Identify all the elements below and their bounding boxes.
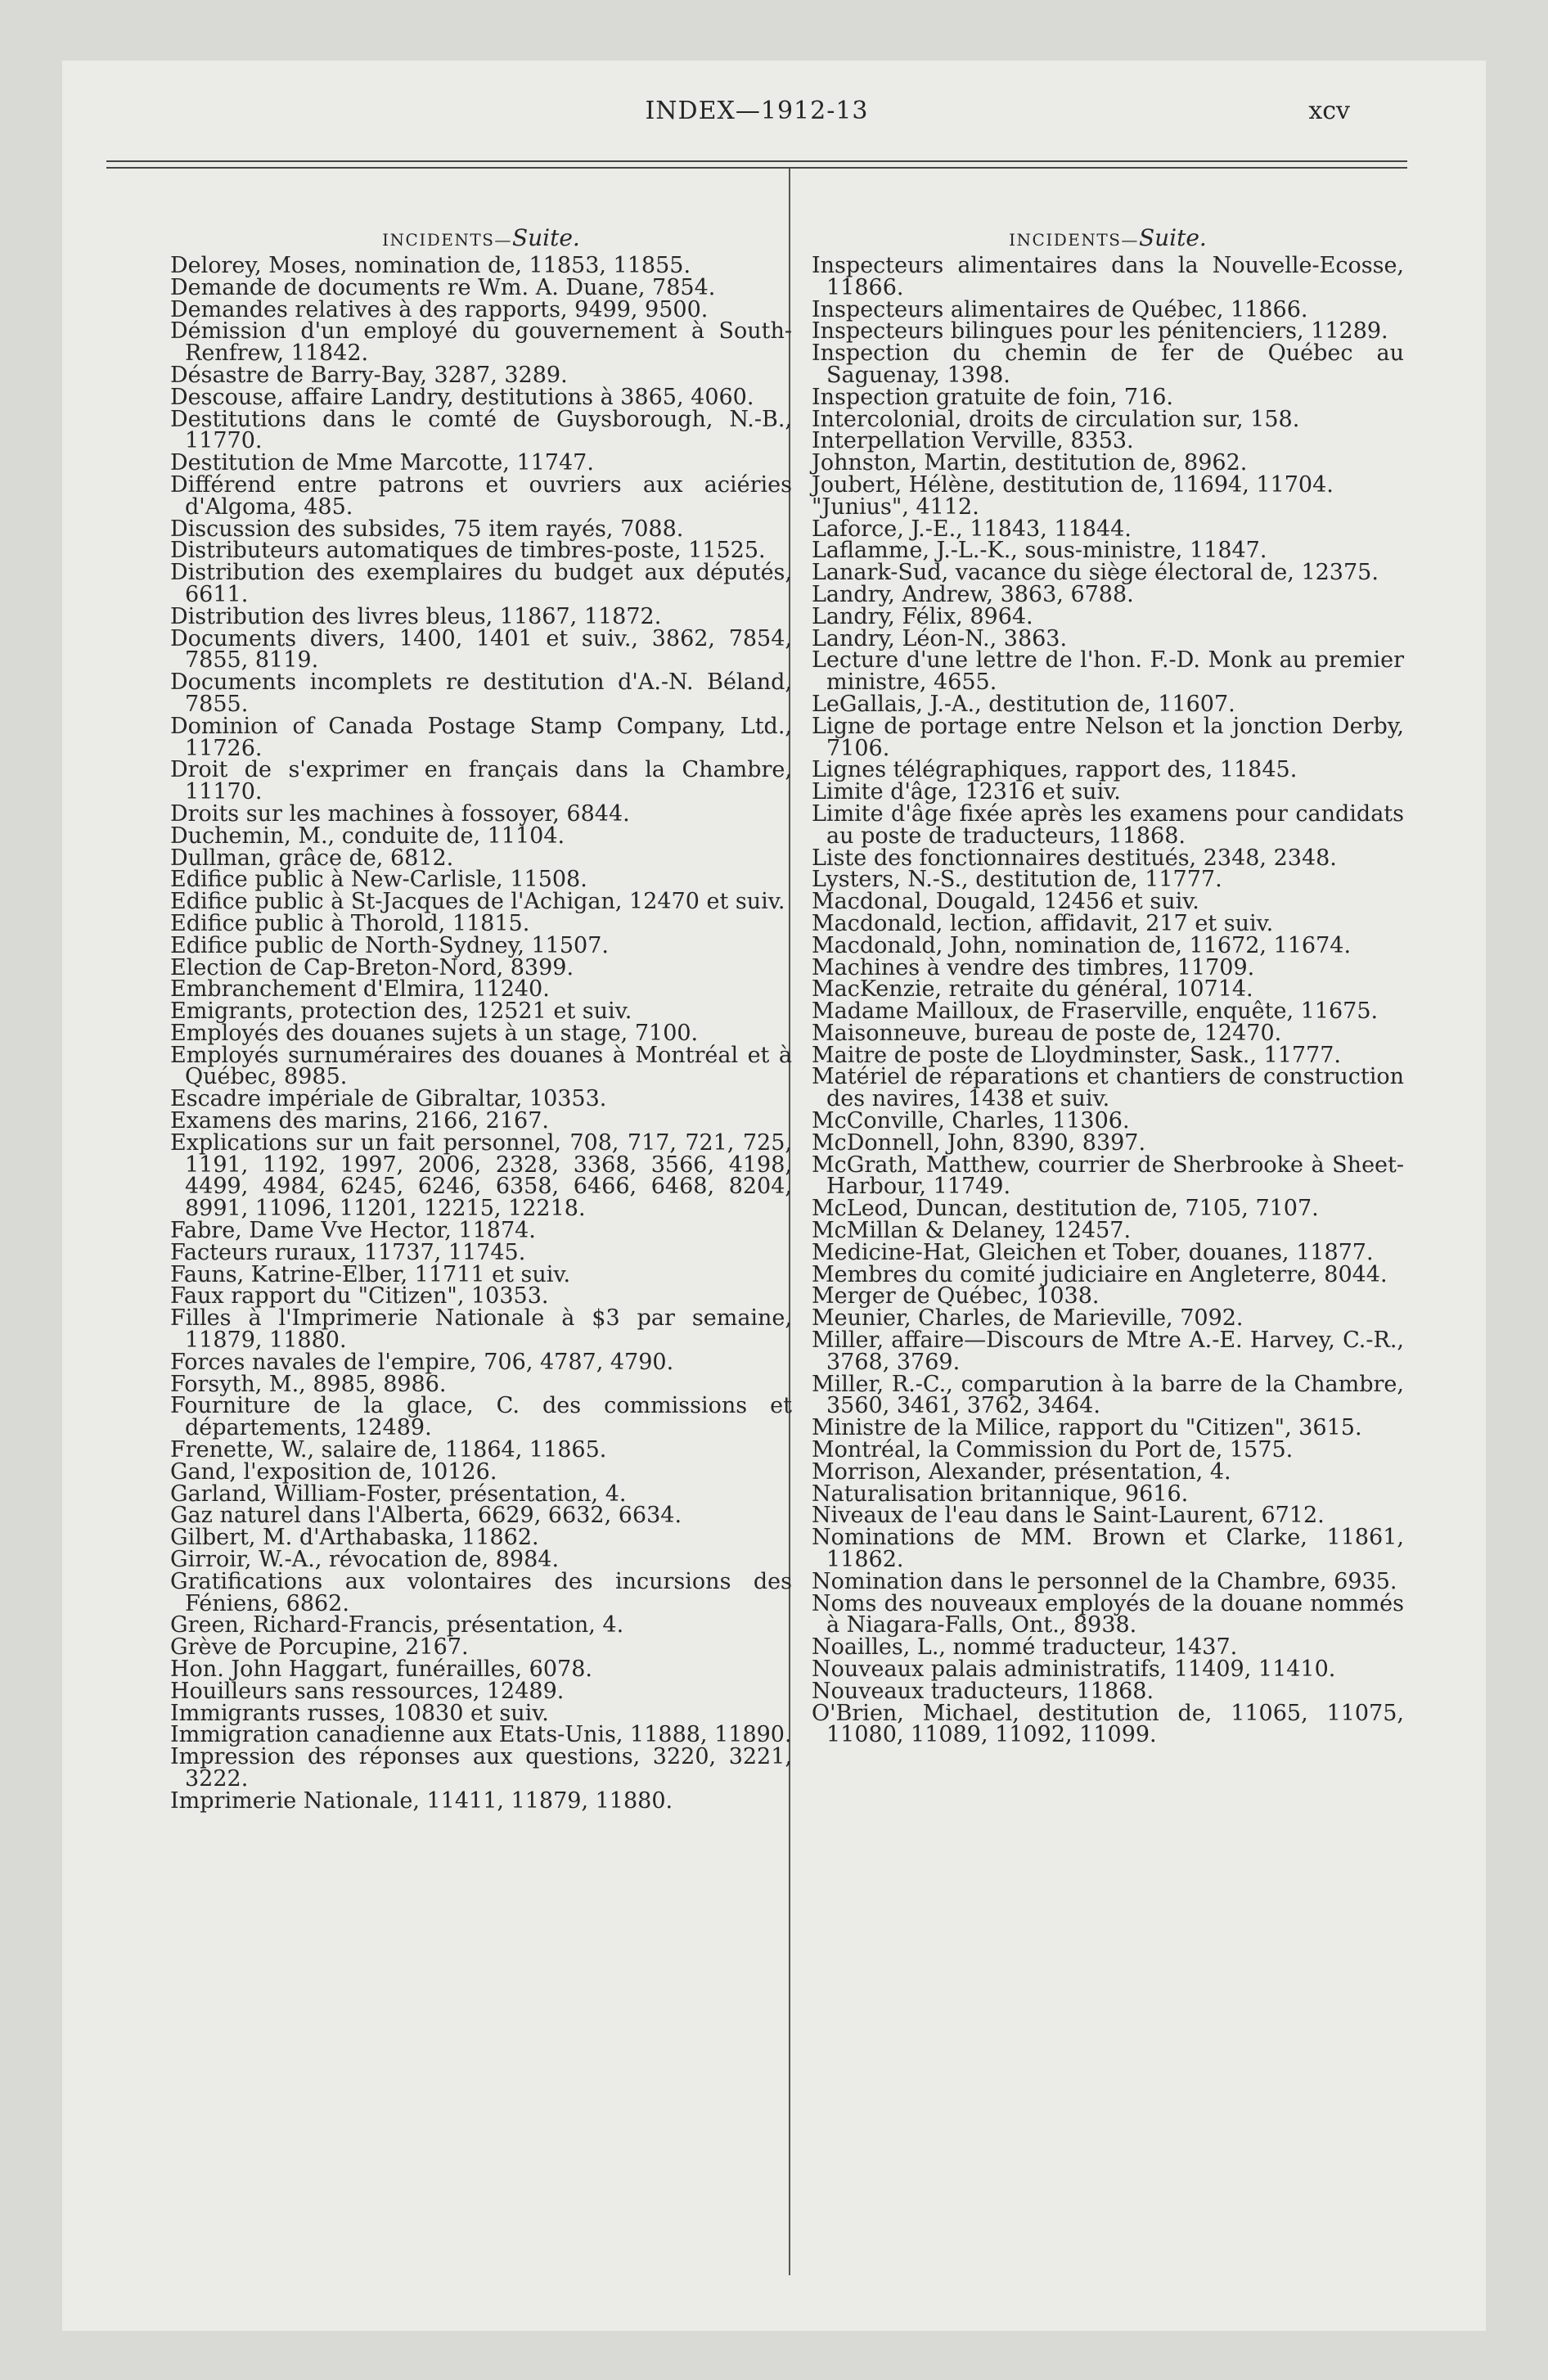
index-entry: Edifice public de North-Sydney, 11507. xyxy=(170,932,609,958)
index-entry: Laforce, J.-E., 11843, 11844. xyxy=(812,516,1132,542)
index-entry: Discussion des subsides, 75 item rayés, 7088. xyxy=(170,516,684,542)
index-entry: Gand, l'exposition de, 10126. xyxy=(170,1458,497,1485)
index-entry: Lysters, N.-S., destitution de, 11777. xyxy=(812,867,1222,893)
index-entry: Inspection gratuite de foin, 716. xyxy=(812,384,1173,410)
index-entry: Destitution de Mme Marcotte, 11747. xyxy=(170,450,594,476)
index-entry: Garland, William-Foster, présentation, 4. xyxy=(170,1481,627,1507)
index-entry: Différend entre patrons et ouvriers aux aciéries d'Algoma, 485. xyxy=(170,471,792,520)
index-entry: Facteurs ruraux, 11737, 11745. xyxy=(170,1239,526,1265)
index-entry: MacKenzie, retraite du général, 10714. xyxy=(812,976,1253,1003)
index-entry: Matériel de réparations et chantiers de construction des navires, 1438 et suiv. xyxy=(812,1064,1404,1112)
index-entry: Nomination dans le personnel de la Chambre, 6935. xyxy=(812,1568,1397,1594)
index-entry: Escadre impériale de Gibraltar, 10353. xyxy=(170,1086,607,1112)
right-column-heading xyxy=(812,224,1404,251)
index-entry: Houilleurs sans ressources, 12489. xyxy=(170,1678,565,1704)
index-entry: Noms des nouveaux employés de la douane nommés à Niagara-Falls, Ont., 8938. xyxy=(812,1590,1404,1639)
index-entry: Macdonald, John, nomination de, 11672, 11674. xyxy=(812,932,1352,958)
index-entry: Lecture d'une lettre de l'hon. F.-D. Monk au premier ministre, 4655. xyxy=(812,647,1404,696)
index-entry: Documents divers, 1400, 1401 et suiv., 3862, 7854, 7855, 8119. xyxy=(170,625,792,674)
index-entry: McMillan & Delaney, 12457. xyxy=(812,1218,1132,1244)
heading-prefix: INCIDENTS— xyxy=(1009,230,1139,250)
index-entry: Droit de s'exprimer en français dans la Chambre, 11170. xyxy=(170,757,792,805)
index-entry: Joubert, Hélène, destitution de, 11694, 11704. xyxy=(812,471,1334,498)
heading-suffix: Suite. xyxy=(1138,224,1207,251)
index-entry: Imprimerie Nationale, 11411, 11879, 11880. xyxy=(170,1787,673,1814)
index-entry: Meunier, Charles, de Marieville, 7092. xyxy=(812,1305,1244,1332)
index-entry: McDonnell, John, 8390, 8397. xyxy=(812,1129,1146,1156)
index-entry: Distribution des exemplaires du budget aux députés, 6611. xyxy=(170,560,792,607)
index-entry: Landry, Félix, 8964. xyxy=(812,603,1033,629)
index-entry: Nouveaux traducteurs, 11868. xyxy=(812,1678,1154,1704)
index-entry: Dullman, grâce de, 6812. xyxy=(170,845,454,871)
index-entry: Immigrants russes, 10830 et suiv. xyxy=(170,1700,549,1726)
index-entry: Impression des réponses aux questions, 3220, 3221, 3222. xyxy=(170,1744,792,1792)
index-entry: Demandes relatives à des rapports, 9499, 9500. xyxy=(170,296,709,322)
page-number: xcv xyxy=(1308,97,1350,125)
index-entry: Limite d'âge, 12316 et suiv. xyxy=(812,779,1121,805)
index-entry: Morrison, Alexander, présentation, 4. xyxy=(812,1458,1231,1485)
index-entry: Fourniture de la glace, C. des commissions et départements, 12489. xyxy=(170,1393,792,1441)
index-entry: Maisonneuve, bureau de poste de, 12470. xyxy=(812,1020,1282,1046)
index-entry: Machines à vendre des timbres, 11709. xyxy=(812,954,1255,980)
index-entry: Edifice public à Thorold, 11815. xyxy=(170,910,530,936)
index-entry: Election de Cap-Breton-Nord, 8399. xyxy=(170,954,574,980)
index-entry: Delorey, Moses, nomination de, 11853, 11855. xyxy=(170,253,691,278)
left-entry-list xyxy=(170,255,792,1813)
index-entry: Membres du comité judiciaire en Angleterre, 8044. xyxy=(812,1261,1388,1287)
index-entry: Limite d'âge fixée après les examens pour candidats au poste de traducteurs, 11868. xyxy=(812,800,1404,849)
header-rule-top xyxy=(106,160,1407,162)
running-title: INDEX—1912-13 xyxy=(645,97,869,125)
index-entry: Inspecteurs alimentaires dans la Nouvelle-Ecosse, 11866. xyxy=(812,253,1404,300)
index-entry: Emigrants, protection des, 12521 et suiv. xyxy=(170,998,632,1025)
index-entry: Forsyth, M., 8985, 8986. xyxy=(170,1371,447,1397)
index-entry: Distribution des livres bleus, 11867, 11872. xyxy=(170,603,662,629)
index-entry: Ministre de la Milice, rapport du "Citizen", 3615. xyxy=(812,1415,1362,1441)
index-entry: Désastre de Barry-Bay, 3287, 3289. xyxy=(170,362,568,388)
index-entry: Niveaux de l'eau dans le Saint-Laurent, 6712. xyxy=(812,1503,1325,1529)
index-entry: Documents incomplets re destitution d'A.-N. Béland, 7855. xyxy=(170,669,792,717)
index-entry: Nouveaux palais administratifs, 11409, 11410. xyxy=(812,1657,1336,1682)
index-entry: Grève de Porcupine, 2167. xyxy=(170,1634,469,1661)
index-entry: Laflamme, J.-L.-K., sous-ministre, 11847. xyxy=(812,538,1267,564)
index-entry: Lignes télégraphiques, rapport des, 11845. xyxy=(812,757,1298,783)
index-entry: Madame Mailloux, de Fraserville, enquête, 11675. xyxy=(812,998,1379,1025)
index-entry: Interpellation Verville, 8353. xyxy=(812,428,1134,454)
right-column xyxy=(812,224,1404,1748)
index-entry: Naturalisation britannique, 9616. xyxy=(812,1481,1189,1507)
heading-prefix: INCIDENTS— xyxy=(382,230,512,250)
index-entry: Destitutions dans le comté de Guysborough, N.-B., 11770. xyxy=(170,406,792,454)
index-entry: Montréal, la Commission du Port de, 1575. xyxy=(812,1437,1294,1463)
index-entry: "Junius", 4112. xyxy=(812,494,979,520)
left-column xyxy=(170,224,792,1814)
index-entry: Hon. John Haggart, funérailles, 6078. xyxy=(170,1657,592,1682)
header-rule-bottom xyxy=(106,167,1407,169)
index-entry: Duchemin, M., conduite de, 11104. xyxy=(170,823,565,849)
right-entry-list xyxy=(812,255,1404,1747)
index-entry: Macdonald, lection, affidavit, 217 et suiv. xyxy=(812,910,1274,936)
index-entry: Explications sur un fait personnel, 708, 717, 721, 725, 1191, 1192, 1997, 2006, 2328, 3368, 3566, 4198, 4499, 4984, 6245, 6246, 6358, 6466, 6468, 8204, 8991, 11096, 11201, 12215, 12218. xyxy=(170,1129,792,1222)
index-entry: Johnston, Martin, destitution de, 8962. xyxy=(812,450,1248,476)
index-entry: Faux rapport du "Citizen", 10353. xyxy=(170,1283,549,1309)
heading-suffix: Suite. xyxy=(511,224,580,251)
index-entry: LeGallais, J.-A., destitution de, 11607. xyxy=(812,691,1235,717)
index-entry: Intercolonial, droits de circulation sur, 158. xyxy=(812,406,1300,432)
index-entry: Gratifications aux volontaires des incursions des Féniens, 6862. xyxy=(170,1568,792,1616)
index-entry: Macdonal, Dougald, 12456 et suiv. xyxy=(812,889,1199,915)
index-entry: Nominations de MM. Brown et Clarke, 11861, 11862. xyxy=(812,1525,1404,1573)
index-entry: Employés surnuméraires des douanes à Montréal et à Québec, 8985. xyxy=(170,1042,792,1090)
page-header xyxy=(106,97,1407,146)
index-entry: Miller, affaire—Discours de Mtre A.-E. Harvey, C.-R., 3768, 3769. xyxy=(812,1327,1404,1375)
index-entry: Examens des marins, 2166, 2167. xyxy=(170,1108,549,1134)
index-entry: Landry, Andrew, 3863, 6788. xyxy=(812,581,1134,607)
index-entry: Inspecteurs bilingues pour les pénitenciers, 11289. xyxy=(812,318,1388,345)
index-entry: O'Brien, Michael, destitution de, 11065, 11075, 11080, 11089, 11092, 11099. xyxy=(812,1700,1404,1748)
index-entry: Maitre de poste de Lloydminster, Sask., 11777. xyxy=(812,1042,1341,1068)
index-entry: Frenette, W., salaire de, 11864, 11865. xyxy=(170,1437,607,1463)
index-entry: Miller, R.-C., comparution à la barre de la Chambre, 3560, 3461, 3762, 3464. xyxy=(812,1371,1404,1419)
index-entry: Fabre, Dame Vve Hector, 11874. xyxy=(170,1218,536,1244)
index-entry: Noailles, L., nommé traducteur, 1437. xyxy=(812,1634,1238,1661)
index-entry: Inspecteurs alimentaires de Québec, 11866. xyxy=(812,296,1308,322)
index-entry: Embranchement d'Elmira, 11240. xyxy=(170,976,550,1003)
index-entry: Edifice public à St-Jacques de l'Achigan, 12470 et suiv. xyxy=(170,889,785,915)
index-entry: Fauns, Katrine-Elber, 11711 et suiv. xyxy=(170,1261,571,1287)
index-entry: Gilbert, M. d'Arthabaska, 11862. xyxy=(170,1525,539,1551)
index-entry: Medicine-Hat, Gleichen et Tober, douanes, 11877. xyxy=(812,1239,1374,1265)
index-entry: Merger de Québec, 1038. xyxy=(812,1283,1100,1309)
index-entry: Descouse, affaire Landry, destitutions à 3865, 4060. xyxy=(170,384,754,410)
index-entry: Ligne de portage entre Nelson et la jonction Derby, 7106. xyxy=(812,713,1404,761)
index-entry: Filles à l'Imprimerie Nationale à $3 par semaine, 11879, 11880. xyxy=(170,1305,792,1354)
index-entry: Girroir, W.-A., révocation de, 8984. xyxy=(170,1547,560,1573)
index-entry: Employés des douanes sujets à un stage, 7100. xyxy=(170,1020,699,1046)
index-entry: McConville, Charles, 11306. xyxy=(812,1108,1130,1134)
index-entry: Landry, Léon-N., 3863. xyxy=(812,625,1068,651)
index-entry: Immigration canadienne aux Etats-Unis, 11888, 11890. xyxy=(170,1722,792,1748)
index-entry: Green, Richard-Francis, présentation, 4. xyxy=(170,1612,624,1639)
index-entry: McLeod, Duncan, destitution de, 7105, 7107. xyxy=(812,1196,1319,1222)
index-entry: Lanark-Sud, vacance du siège électoral de, 12375. xyxy=(812,560,1379,586)
index-entry: Dominion of Canada Postage Stamp Company, Ltd., 11726. xyxy=(170,713,792,761)
index-entry: Distributeurs automatiques de timbres-poste, 11525. xyxy=(170,538,766,564)
index-entry: Gaz naturel dans l'Alberta, 6629, 6632, 6634. xyxy=(170,1503,682,1529)
left-column-heading xyxy=(170,224,792,251)
index-entry: Droits sur les machines à fossoyer, 6844. xyxy=(170,800,630,827)
index-entry: Inspection du chemin de fer de Québec au Saguenay, 1398. xyxy=(812,340,1404,388)
index-entry: Demande de documents re Wm. A. Duane, 7854. xyxy=(170,274,716,300)
index-entry: Démission d'un employé du gouvernement à South-Renfrew, 11842. xyxy=(170,318,792,367)
index-entry: Liste des fonctionnaires destitués, 2348, 2348. xyxy=(812,845,1337,871)
index-entry: McGrath, Matthew, courrier de Sherbrooke à Sheet-Harbour, 11749. xyxy=(812,1152,1404,1200)
index-entry: Edifice public à New-Carlisle, 11508. xyxy=(170,867,587,893)
index-entry: Forces navales de l'empire, 706, 4787, 4790. xyxy=(170,1349,674,1375)
